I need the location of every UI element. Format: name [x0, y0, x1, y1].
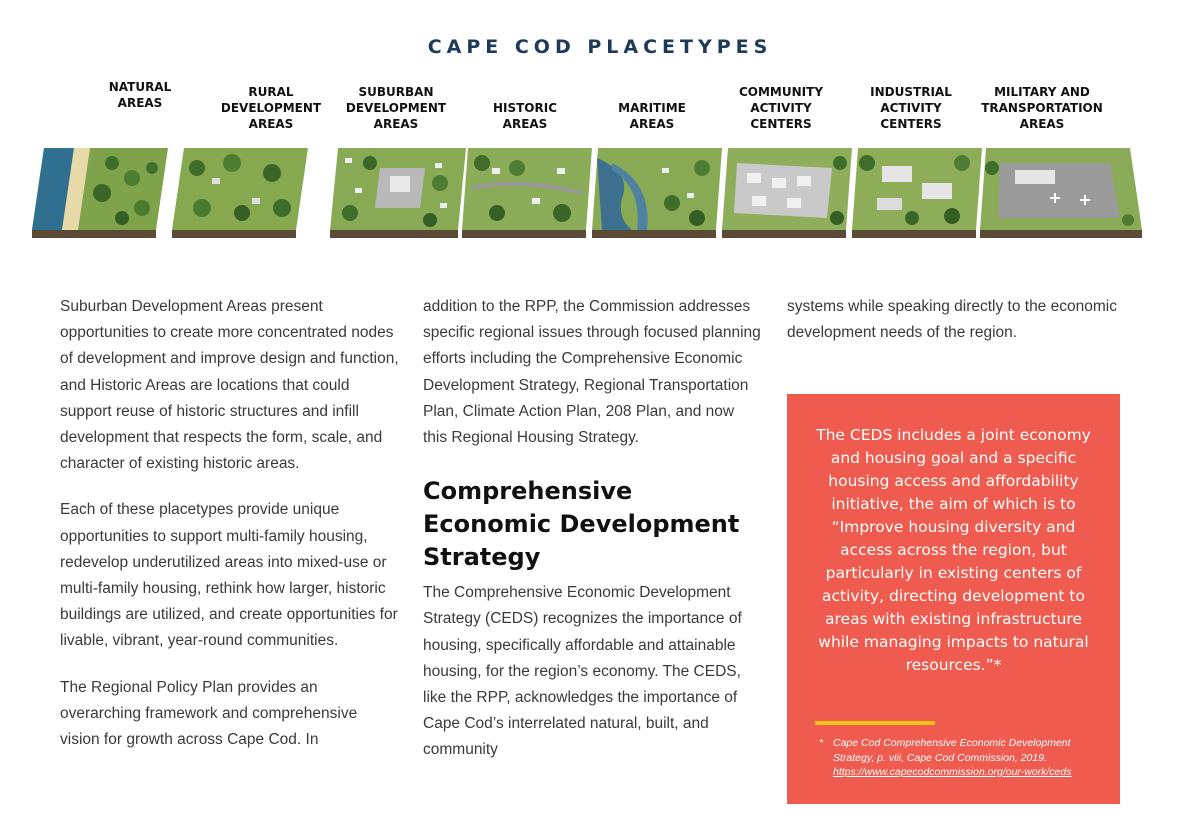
military-transportation-tile [980, 148, 1116, 238]
column-1 [60, 294, 400, 773]
natural-areas-tile [32, 148, 168, 238]
placetype-label-natural: NATURAL AREAS [108, 80, 172, 110]
paragraph: Suburban Development Areas present opportunities to create more concentrated nodes of development and improve design and function, and Historic Areas are locations that could support reuse of historic structures and infill development that respects the form, scale, and character of existing historic areas. [60, 298, 399, 473]
footnote-marker: * [819, 737, 824, 749]
section-heading: Comprehensive Economic Development Strategy [423, 477, 740, 572]
industrial-activity-tile [852, 148, 988, 238]
column-3 [787, 294, 1127, 366]
placetype-label-community: COMMUNITY ACTIVITY CENTERS [738, 85, 824, 131]
placetype-label-industrial: INDUSTRIAL ACTIVITY CENTERS [870, 85, 952, 131]
paragraph: Each of these placetypes provide unique opportunities to support multi-family housing, redevelop underutilized areas into mixed-use or multi-family housing, rethink how larger, historic buildings are utilized, and create opportunities for livable, vibrant, year-round communities. [60, 501, 398, 650]
footnote-text: Cape Cod Comprehensive Economic Development Strategy, p. viii, Cape Cod Commission, 2019. [833, 737, 1071, 764]
placetype-label-historic: HISTORIC AREAS [492, 101, 558, 131]
placetype-label-military: MILITARY AND TRANSPORTATION AREAS [981, 85, 1103, 131]
page-title: CAPE COD PLACETYPES [427, 36, 773, 58]
suburban-development-tile [330, 148, 466, 238]
footnote-link[interactable]: https://www.capecodcommission.org/our-work/ceds [833, 766, 1072, 778]
maritime-areas-tile [592, 148, 728, 238]
ceds-callout-box [787, 394, 1120, 804]
historic-areas-tile [462, 148, 598, 238]
paragraph: The Regional Policy Plan provides an overarching framework and comprehensive vision for growth across Cape Cod. In [60, 678, 358, 749]
rural-development-tile [172, 148, 308, 238]
footnote-body [819, 736, 1104, 780]
community-activity-tile [722, 148, 858, 238]
placetype-label-maritime: MARITIME AREAS [618, 101, 686, 131]
paragraph: The Comprehensive Economic Development Strategy (CEDS) recognizes the importance of housing, specifically affordable and attainable housing, for the region’s economy. The CEDS, like the RPP, acknowledges the importance of Cape Cod’s interrelated natural, built, and community [423, 584, 742, 759]
column-2 [423, 294, 761, 784]
placetype-label-rural: RURAL DEVELOPMENT AREAS [220, 85, 322, 131]
paragraph: systems while speaking directly to the economic development needs of the region. [787, 298, 1117, 342]
callout-quote: The CEDS includes a joint economy and housing goal and a specific housing access and affordability initiative, the aim of which is to “Improve housing diversity and access across the region, but particularly in existing centers of activity, directing development to areas with existing infrastructure while managing impacts to natural resources.”* [816, 426, 1091, 674]
footnote [819, 736, 1104, 780]
paragraph: addition to the RPP, the Commission addresses specific regional issues through focused planning efforts including the Comprehensive Economic Development Strategy, Regional Transportation Plan, Climate Action Plan, 208 Plan, and now this Regional Housing Strategy. [423, 298, 761, 447]
placetype-label-suburban: SUBURBAN DEVELOPMENT AREAS [345, 85, 447, 131]
callout-divider [815, 721, 935, 725]
